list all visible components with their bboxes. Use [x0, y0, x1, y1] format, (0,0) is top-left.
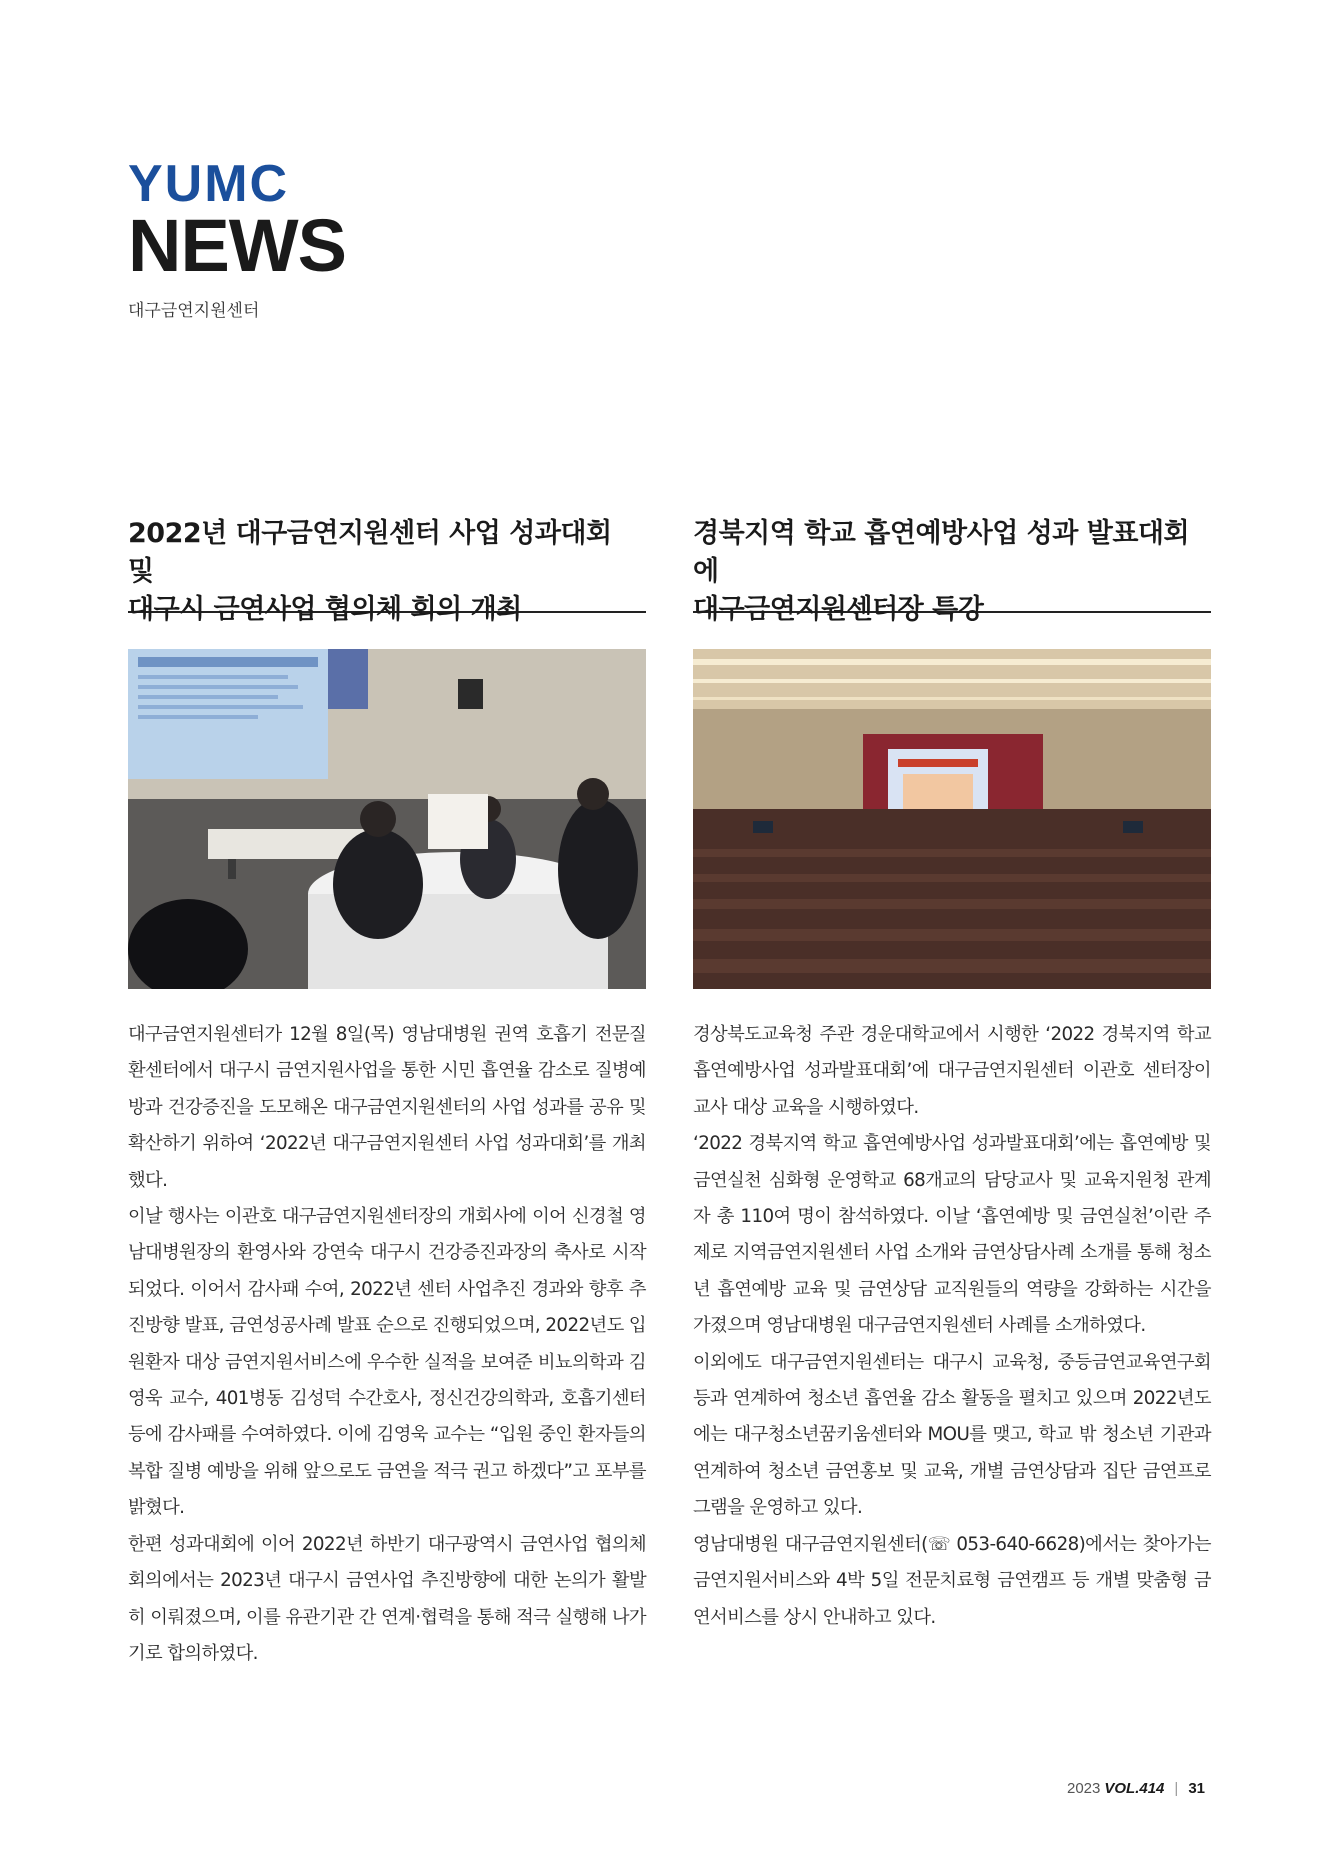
article-title: 경북지역 학교 흡연예방사업 성과 발표대회에 대구금연지원센터장 특강: [693, 518, 1190, 625]
meeting-photo: [128, 649, 646, 989]
paragraph: 이날 행사는 이관호 대구금연지원센터장의 개회사에 이어 신경철 영남대병원장의 환영사와 강연숙 대구시 건강증진과장의 축사로 시작되었다. 이어서 감사패 수여, 2022년 센터 사업추진 경과와 향후 추진방향 발표, 금연성공사례 발표 순으로 진행되었으며, 2022년도 입원환자 대상 금연지원서비스에 우수한 실적을 보여준 비뇨의학과 김영욱 교수, 401병동 김성덕 수간호사, 정신건강의학과, 호흡기센터 등에 감사패를 수여하였다. 이에 김영욱 교수는 “입원 중인 환자들의 복합 질병 예방을 위해 앞으로도 금연을 적극 권고 하겠다”고 포부를 밝혔다.: [128, 1206, 646, 1519]
yumc-logo: YUMC: [128, 155, 290, 213]
paragraph: ‘2022 경북지역 학교 흡연예방사업 성과발표대회’에는 흡연예방 및 금연실천 심화형 운영학교 68개교의 담당교사 및 교육지원청 관계자 총 110여 명이 참석하였다. 이날 ‘흡연예방 및 금연실천’이란 주제로 지역금연지원센터 사업 소개와 금연상담사례 소개를 통해 청소년 흡연예방 교육 및 금연상담 교직원들의 역량을 강화하는 시간을 가졌으며 영남대병원 대구금연지원센터 사례를 소개하였다.: [693, 1133, 1211, 1337]
page-number: 31: [1188, 1780, 1205, 1797]
paragraph: 대구금연지원센터가 12월 8일(목) 영남대병원 권역 호흡기 전문질환센터에서 대구시 금연지원사업을 통한 시민 흡연율 감소로 질병예방과 건강증진을 도모해온 대구금연지원센터의 사업 성과를 공유 및 확산하기 위하여 ‘2022년 대구금연지원센터 사업 성과대회’를 개최했다.: [128, 1024, 646, 1191]
brand-header: [128, 155, 346, 321]
paragraph: 이외에도 대구금연지원센터는 대구시 교육청, 중등금연교육연구회 등과 연계하여 청소년 흡연율 감소 활동을 펼치고 있으며 2022년도에는 대구청소년꿈키움센터와 MOU를 맺고, 학교 밖 청소년 기관과 연계하여 청소년 금연홍보 및 교육, 개별 금연상담과 집단 금연프로그램을 운영하고 있다.: [693, 1351, 1211, 1519]
issue-year: 2023: [1067, 1780, 1101, 1797]
article-body: [693, 1017, 1211, 1636]
page-footer: [1067, 1780, 1205, 1797]
paragraph: 경상북도교육청 주관 경운대학교에서 시행한 ‘2022 경북지역 학교 흡연예방사업 성과발표대회’에 대구금연지원센터 이관호 센터장이 교사 대상 교육을 시행하였다.: [693, 1024, 1211, 1118]
footer-separator: |: [1174, 1780, 1179, 1797]
article-title: 2022년 대구금연지원센터 사업 성과대회 및 대구시 금연사업 협의체 회의 개최: [128, 518, 612, 625]
auditorium-photo: [693, 649, 1211, 989]
article-body: [128, 1017, 646, 1672]
article-right: [693, 515, 1211, 1636]
paragraph: 한편 성과대회에 이어 2022년 하반기 대구광역시 금연사업 협의체 회의에서는 2023년 대구시 금연사업 추진방향에 대한 논의가 활발히 이뤄졌으며, 이를 유관기관 간 연계·협력을 통해 적극 실행해 나가기로 합의하였다.: [128, 1533, 646, 1664]
article-left: [128, 515, 646, 1672]
department-label: 대구금연지원센터: [128, 301, 260, 321]
issue-volume: VOL.414: [1104, 1780, 1165, 1797]
paragraph: 영남대병원 대구금연지원센터(☏ 053-640-6628)에서는 찾아가는 금연지원서비스와 4박 5일 전문치료형 금연캠프 등 개별 맞춤형 금연서비스를 상시 안내하고 있다.: [693, 1533, 1211, 1628]
section-title: NEWS: [128, 204, 346, 287]
